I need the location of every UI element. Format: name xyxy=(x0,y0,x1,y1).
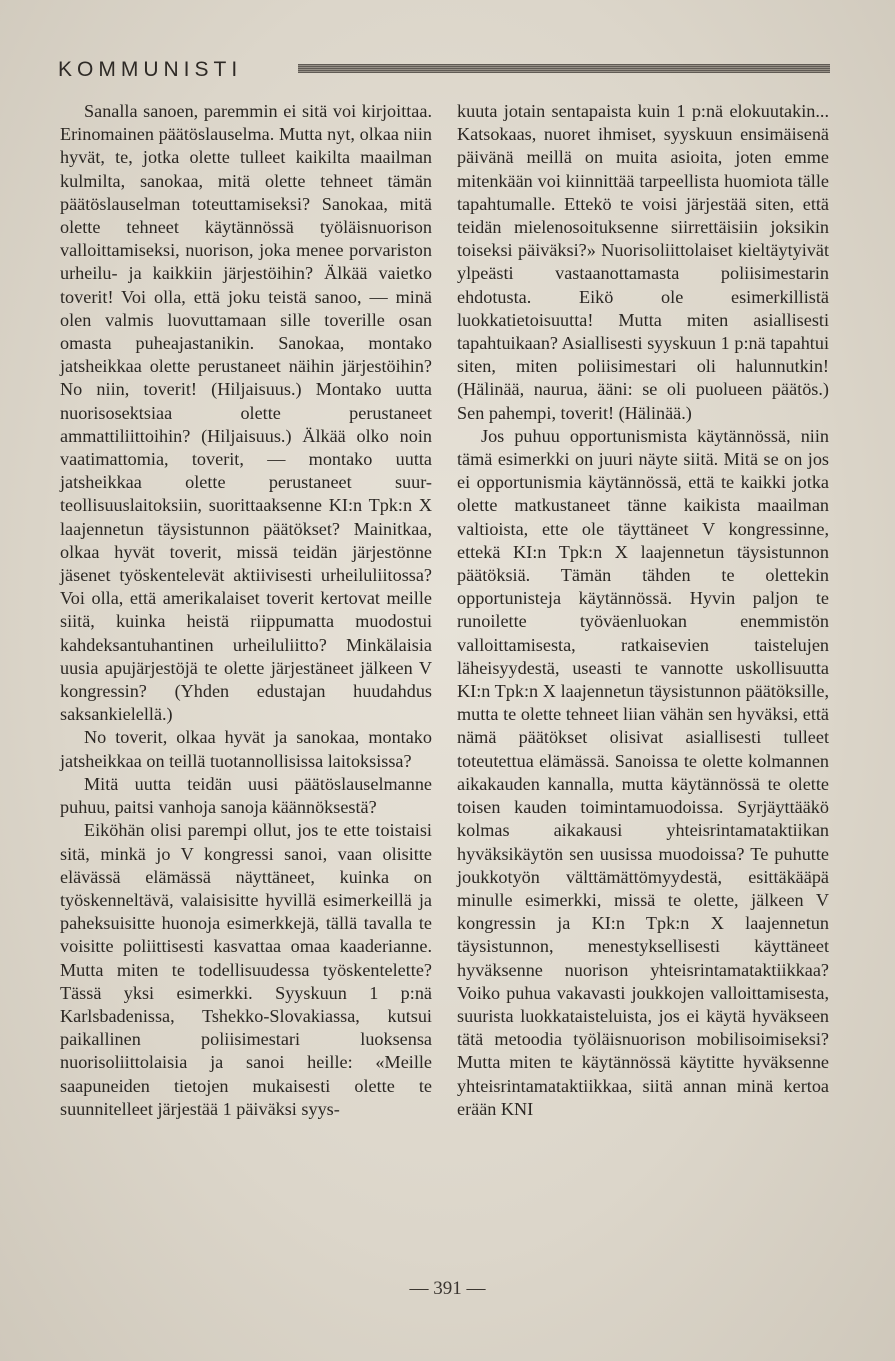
right-paragraph-1: kuuta jotain sentapaista kuin 1 p:nä elokuutakin... Katsokaas, nuoret ihmiset, syyskuun ensimäisenä päivänä meillä on muita asioita, joten emme mitenkään voi kiinnittää tarpeellista huomiota tälle tapahtumalle. Ettekö te voisi järjestää siten, että teidän mielenosoituksenne siirrettäisiin joksikin toiseksi päiväksi?» Nuorisoliittolaiset kieltäytyivät ylpeästi vastaanottamasta poliisimestarin ehdotusta. Eikö ole esimerkillistä luokkatietoisuutta! Mutta miten asiallisesti tapahtuikaan? Asiallisesti syyskuun 1 p:nä tapahtui siten, miten poliisimestari oli halunnutkin! (Hälinää, naurua, ääni: se oli puolueen päätös.) Sen pahempi, toverit! (Hälinää.) xyxy=(457,101,829,423)
page-number: — 391 — xyxy=(409,1278,486,1299)
right-paragraph-2: Jos puhuu opportunismista käytännössä, niin tämä esimerkki on juuri näyte siitä. Mitä se on jos ei opportunismia käytännössä, että te kaikki jotka olette matkustaneet tänne kaikista maailman valtioista, ette ole täyttäneet V kongressinne, ettekä KI:n Tpk:n X laajennetun täysistunnon päätöksiä. Tämän tähden te olettekin opportunisteja käytännössä. Hyvin paljon te runoilette työväenluokan enemmistön valloittamisesta, ratkaisevien taistelujen läheisyydestä, useasti te vannotte uskollisuutta KI:n Tpk:n X laajennetun täysistunnon päätöksille, mutta te olette tehneet liian vähän sen hyväksi, että nämä päätökset olisivat asiallisesti tulleet toteutettua elämässä. Sanoissa te olette kolmannen aikakauden kannalla, mutta käytännössä te olette toisen kauden toimintamuodoissa. Syrjäyttääkö kolmas aikakausi yhteisrintamataktiikan hyväksikäytön sen uusissa muodoissa? Te puhutte joukkotyön välttämättömyydestä, esittäkääpä minulle esimerkki, missä te olette, jälkeen V kongressin ja KI:n Tpk:n X laajennetun täysistunnon, menestyksellisesti käyttäneet hyväksenne nuorison yhteisrintamataktiikkaa? Voiko puhua vakavasti joukkojen valloittamisesta, suurista luokkataisteluista, jos ei käytä hyväkseen tätä metoodia työläisnuorison mobilisoimiseksi? Mutta miten te käytännössä käytitte hyväksenne yhteisrintamataktiikkaa, siitä annan minä kertoa erään KNI xyxy=(457,425,829,1119)
left-paragraph-3: Mitä uutta teidän uusi päätöslauselmanne puhuu, paitsi vanhoja sanoja käännöksestä? xyxy=(60,773,432,818)
left-column xyxy=(60,100,432,1121)
header-rule xyxy=(298,64,830,73)
right-column xyxy=(457,100,829,1121)
left-paragraph-4: Eiköhän olisi parempi ollut, jos te ette toistaisi sitä, minkä jo V kongressi sanoi, vaan olisitte elävässä elämässä näyttäneet, kuinka on työskenneltävä, valaisisitte hyvillä esimerkeillä ja paheksuisitte huonoja esimerkkejä, tällä tavalla te voisitte poliittisesti kasvattaa omaa kaaderianne. Mutta miten te todellisuudessa työskentelette? Tässä yksi esimerkki. Syyskuun 1 p:nä Karlsbadenissa, Tshekko-Slovakiassa, kutsui paikallinen poliisimestari luoksensa nuorisoliittolaisia ja sanoi heille: «Meille saapuneiden tietojen mukaisesti olette te suunnitelleet järjestää 1 päiväksi syys- xyxy=(60,820,432,1119)
running-title: KOMMUNISTI xyxy=(58,58,243,81)
left-paragraph-1: Sanalla sanoen, paremmin ei sitä voi kirjoittaa. Erinomainen päätöslauselma. Mutta nyt, olkaa niin hyvät, te, jotka olette tulleet kaikilta maailman kulmilta, sanokaa, mitä olette tehneet tämän päätöslauselman toteuttamiseksi? Sanokaa, mitä olette tehneet käytännössä työläisnuorison valloittamiseksi, nuorison, joka menee porvariston urheilu- ja kaikkiin järjestöihin? Älkää vaietko toverit! Voi olla, että joku teistä sanoo, — minä olen valmis luovuttamaan sille toverille osan omasta puheajastanikin. Sanokaa, montako jatsheikkaa olette perustaneet näihin järjestöihin? No niin, toverit! (Hiljaisuus.) Montako uutta nuorisosektsiaa olette perustaneet ammattiliittoihin? (Hiljaisuus.) Älkää olko noin vaatimattomia, toverit, — montako uutta jatsheikkaa olette perustaneet suur-teollisuuslaitoksiin, suorittaaksenne KI:n Tpk:n X laajennetun täysistunnon päätökset? Mainitkaa, olkaa hyvät toverit, missä teidän järjestönne jäsenet työskentelevät aktiivisesti urheiluliitossa? Voi olla, että amerikalaiset toverit kertovat meille siitä, kuinka heistä riippumatta muodostui kahdeksantuhantinen urheiluliitto? Minkälaisia uusia apujärjestöjä te olette järjestäneet jälkeen V kongressin? (Yhden edustajan huudahdus saksankielellä.) xyxy=(60,101,432,725)
running-header xyxy=(58,58,830,86)
left-paragraph-2: No toverit, olkaa hyvät ja sanokaa, montako jatsheikkaa on teillä tuotannollisissa laitoksissa? xyxy=(60,727,432,771)
